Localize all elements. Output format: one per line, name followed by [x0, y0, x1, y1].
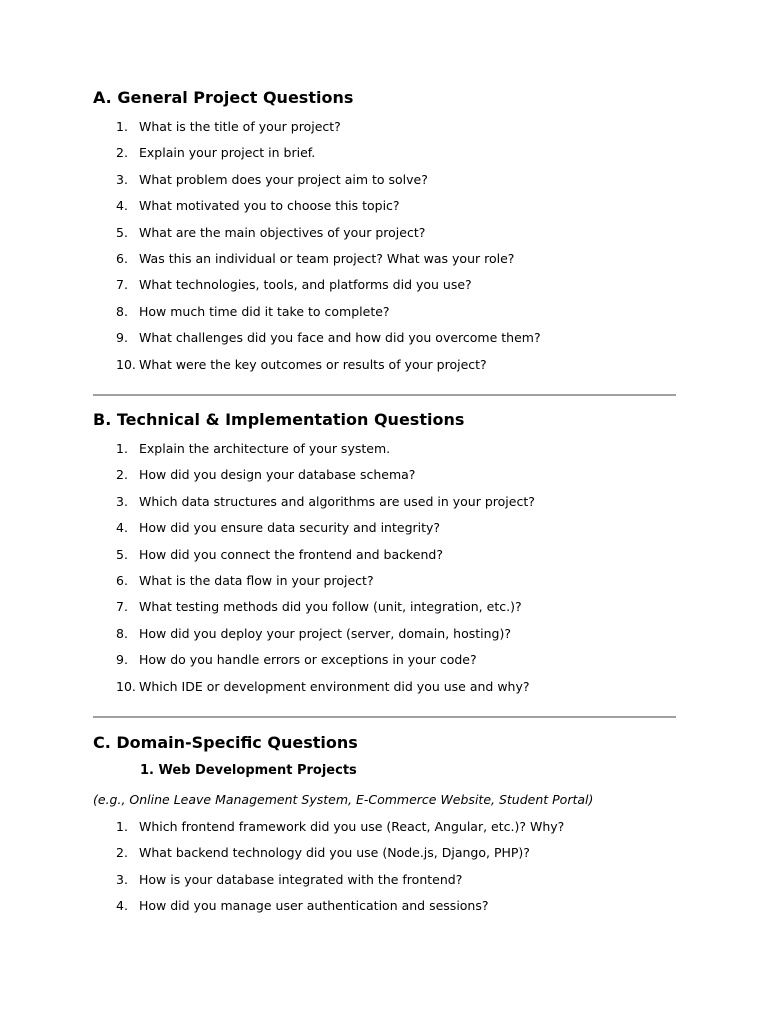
item-text: How did you connect the frontend and backend?	[139, 546, 443, 562]
item-number: 3.	[116, 493, 128, 509]
list-item	[93, 652, 676, 678]
question-list-web-development	[93, 819, 676, 925]
item-text: What backend technology did you use (Node.js, Django, PHP)?	[139, 845, 530, 861]
list-item	[93, 819, 676, 845]
item-text: What is the title of your project?	[139, 119, 341, 134]
item-text: Explain your project in brief.	[139, 145, 316, 161]
item-text: What is the data flow in your project?	[139, 572, 374, 588]
item-number: 7.	[116, 599, 128, 615]
item-text: Explain the architecture of your system.	[139, 441, 391, 456]
question-list-technical	[93, 441, 676, 705]
item-text: What are the main objectives of your project?	[139, 224, 426, 240]
section-heading: B. Technical & Implementation Questions	[93, 410, 465, 429]
item-text: How is your database integrated with the frontend?	[139, 871, 463, 887]
item-number: 10.	[116, 356, 136, 372]
question-list-general	[93, 119, 676, 383]
item-number: 3.	[116, 171, 128, 187]
item-text: How did you ensure data security and integrity?	[139, 520, 441, 536]
item-text: How did you design your database schema?	[139, 467, 416, 483]
item-text: How did you deploy your project (server, domain, hosting)?	[139, 625, 511, 641]
item-number: 9.	[116, 330, 128, 346]
list-item	[93, 198, 676, 224]
item-number: 7.	[116, 277, 128, 293]
item-number: 1.	[116, 819, 128, 834]
list-item	[93, 225, 676, 251]
list-item	[93, 520, 676, 546]
item-number: 3.	[116, 871, 128, 887]
item-number: 1.	[116, 441, 128, 456]
item-number: 8.	[116, 303, 128, 319]
item-number: 2.	[116, 845, 128, 861]
item-number: 4.	[116, 520, 128, 536]
item-text: What problem does your project aim to solve?	[139, 171, 428, 187]
item-number: 6.	[116, 572, 128, 588]
list-item	[93, 679, 676, 705]
section-divider	[93, 394, 676, 396]
list-item	[93, 626, 676, 652]
list-item	[93, 599, 676, 625]
item-text: What testing methods did you follow (unit, integration, etc.)?	[139, 599, 522, 615]
item-text: What technologies, tools, and platforms did you use?	[139, 277, 472, 293]
item-number: 10.	[116, 678, 136, 694]
subsection-heading: 1. Web Development Projects	[140, 763, 357, 778]
list-item	[93, 357, 676, 383]
item-text: What challenges did you face and how did you overcome them?	[139, 330, 541, 346]
item-text: What motivated you to choose this topic?	[139, 198, 400, 214]
item-text: Was this an individual or team project? What was your role?	[139, 250, 515, 266]
list-item	[93, 845, 676, 871]
section-general-project-questions	[93, 88, 676, 108]
item-text: Which data structures and algorithms are used in your project?	[139, 493, 535, 509]
list-item	[93, 277, 676, 303]
item-number: 2.	[116, 145, 128, 161]
list-item	[93, 172, 676, 198]
section-domain-specific-questions	[93, 733, 676, 753]
section-heading: A. General Project Questions	[93, 88, 354, 107]
list-item	[93, 547, 676, 573]
list-item	[93, 119, 676, 145]
item-text: How did you manage user authentication and sessions?	[139, 898, 489, 914]
item-text: Which frontend framework did you use (React, Angular, etc.)? Why?	[139, 819, 565, 834]
item-text: How much time did it take to complete?	[139, 303, 390, 319]
section-divider	[93, 716, 676, 718]
example-note: (e.g., Online Leave Management System, E-Commerce Website, Student Portal)	[93, 792, 594, 807]
list-item	[93, 494, 676, 520]
list-item	[93, 898, 676, 924]
item-text: How do you handle errors or exceptions in your code?	[139, 652, 477, 668]
item-number: 2.	[116, 467, 128, 483]
list-item	[93, 872, 676, 898]
section-heading: C. Domain-Specific Questions	[93, 733, 358, 752]
list-item	[93, 251, 676, 277]
list-item	[93, 304, 676, 330]
item-text: Which IDE or development environment did you use and why?	[139, 678, 530, 694]
item-number: 5.	[116, 224, 128, 240]
item-number: 4.	[116, 898, 128, 914]
item-text: What were the key outcomes or results of your project?	[139, 356, 487, 372]
section-technical-implementation-questions	[93, 410, 676, 430]
list-item	[93, 145, 676, 171]
item-number: 5.	[116, 546, 128, 562]
item-number: 8.	[116, 625, 128, 641]
item-number: 9.	[116, 652, 128, 668]
item-number: 1.	[116, 119, 128, 134]
item-number: 4.	[116, 198, 128, 214]
list-item	[93, 573, 676, 599]
item-number: 6.	[116, 250, 128, 266]
list-item	[93, 441, 676, 467]
list-item	[93, 467, 676, 493]
list-item	[93, 330, 676, 356]
